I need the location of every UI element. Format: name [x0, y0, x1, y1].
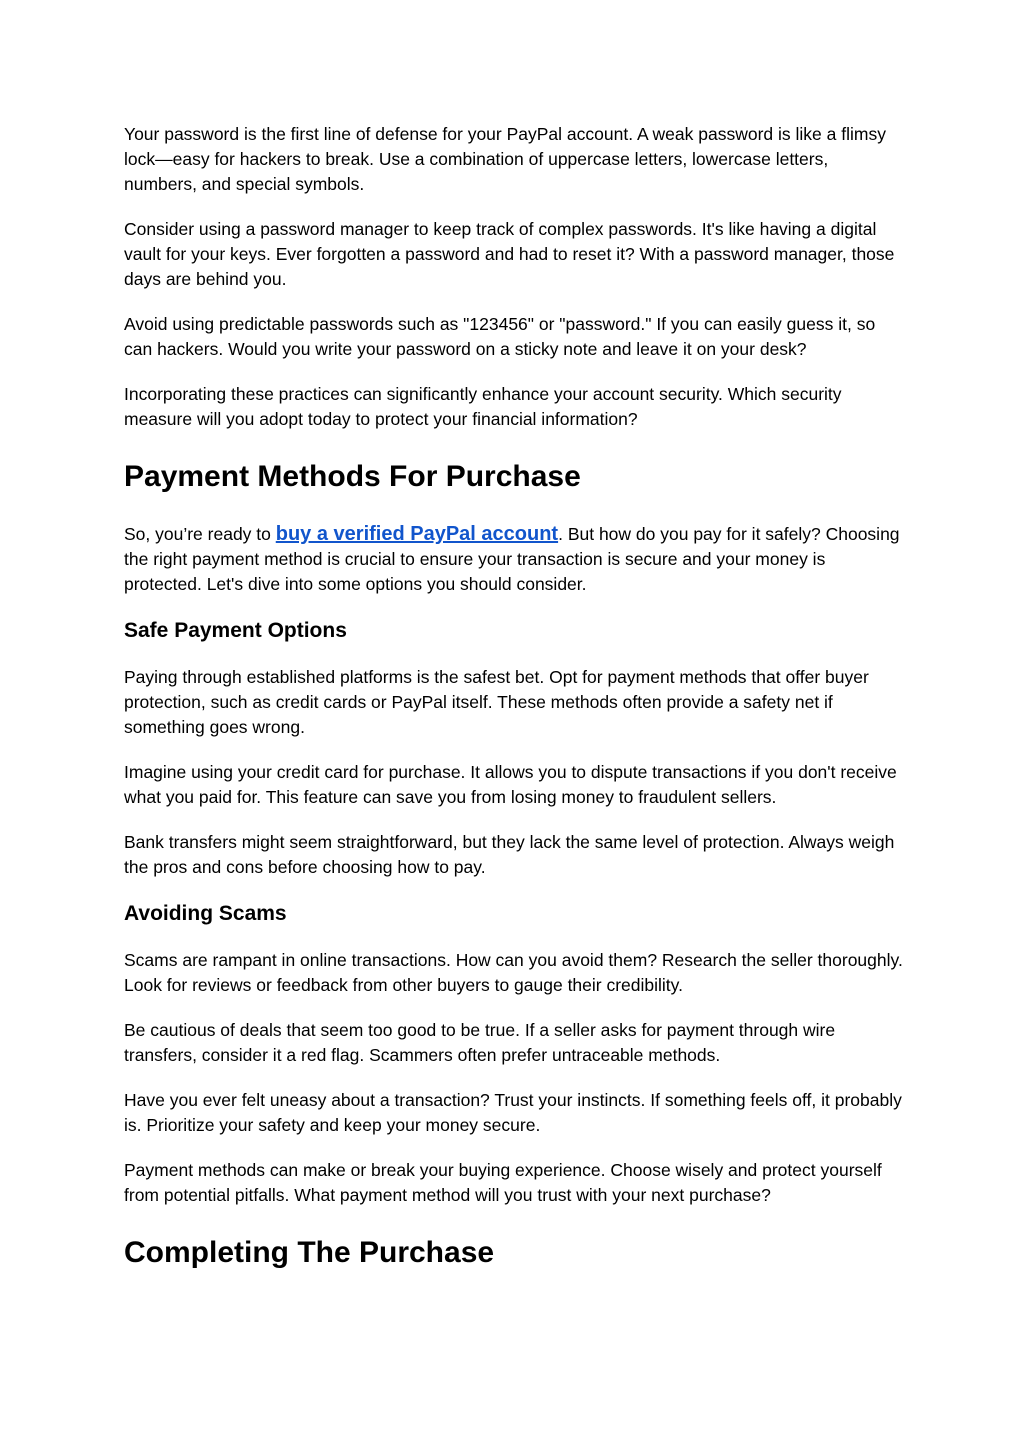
safe-options-paragraph-3: Bank transfers might seem straightforward, but they lack the same level of protection. Always weigh the pros and cons before choosing how to pay.	[124, 832, 895, 877]
avoiding-scams-paragraph-4: Payment methods can make or break your buying experience. Choose wisely and protect yourself from potential pitfalls. What payment method will you trust with your next purchase?	[124, 1160, 882, 1205]
payment-intro-text-end: . But how do you pay for it safely? Choosing the right payment method is crucial to ensure your transaction is secure and your money is protected. Let's dive into some options you should consider.	[124, 524, 900, 594]
document-page	[124, 122, 904, 1298]
avoiding-scams-heading: Avoiding Scams	[124, 902, 287, 925]
intro-paragraph-3: Avoid using predictable passwords such as "123456" or "password." If you can easily guess it, so can hackers. Would you write your password on a sticky note and leave it on your desk?	[124, 314, 876, 359]
avoiding-scams-paragraph-3: Have you ever felt uneasy about a transaction? Trust your instincts. If something feels off, it probably is. Prioritize your safety and keep your money secure.	[124, 1090, 902, 1135]
buy-verified-paypal-link[interactable]: buy a verified PayPal account	[275, 523, 559, 545]
avoiding-scams-paragraph-2: Be cautious of deals that seem too good to be true. If a seller asks for payment through wire transfers, consider it a red flag. Scammers often prefer untraceable methods.	[124, 1020, 836, 1065]
avoiding-scams-paragraph-1: Scams are rampant in online transactions. How can you avoid them? Research the seller thoroughly. Look for reviews or feedback from other buyers to gauge their credibility.	[124, 950, 903, 995]
safe-options-paragraph-2: Imagine using your credit card for purchase. It allows you to dispute transactions if you don't receive what you paid for. This feature can save you from losing money to fraudulent sellers.	[124, 762, 897, 807]
intro-paragraph-2: Consider using a password manager to keep track of complex passwords. It's like having a digital vault for your keys. Ever forgotten a password and had to reset it? With a password manager, those days are behind you.	[124, 219, 895, 289]
payment-methods-heading: Payment Methods For Purchase	[124, 460, 581, 493]
intro-paragraph-4: Incorporating these practices can significantly enhance your account security. Which security measure will you adopt today to protect your financial information?	[124, 384, 842, 429]
intro-paragraph-1: Your password is the first line of defense for your PayPal account. A weak password is like a flimsy lock—easy for hackers to break. Use a combination of uppercase letters, lowercase letters, numbers, and special symbols.	[124, 124, 886, 194]
payment-intro-text-start: So, you’re ready to	[124, 524, 276, 544]
payment-methods-intro	[124, 522, 904, 597]
safe-payment-options-heading: Safe Payment Options	[124, 619, 347, 642]
completing-purchase-heading: Completing The Purchase	[124, 1236, 495, 1269]
safe-options-paragraph-1: Paying through established platforms is the safest bet. Opt for payment methods that offer buyer protection, such as credit cards or PayPal itself. These methods often provide a safety net if something goes wrong.	[124, 667, 869, 737]
